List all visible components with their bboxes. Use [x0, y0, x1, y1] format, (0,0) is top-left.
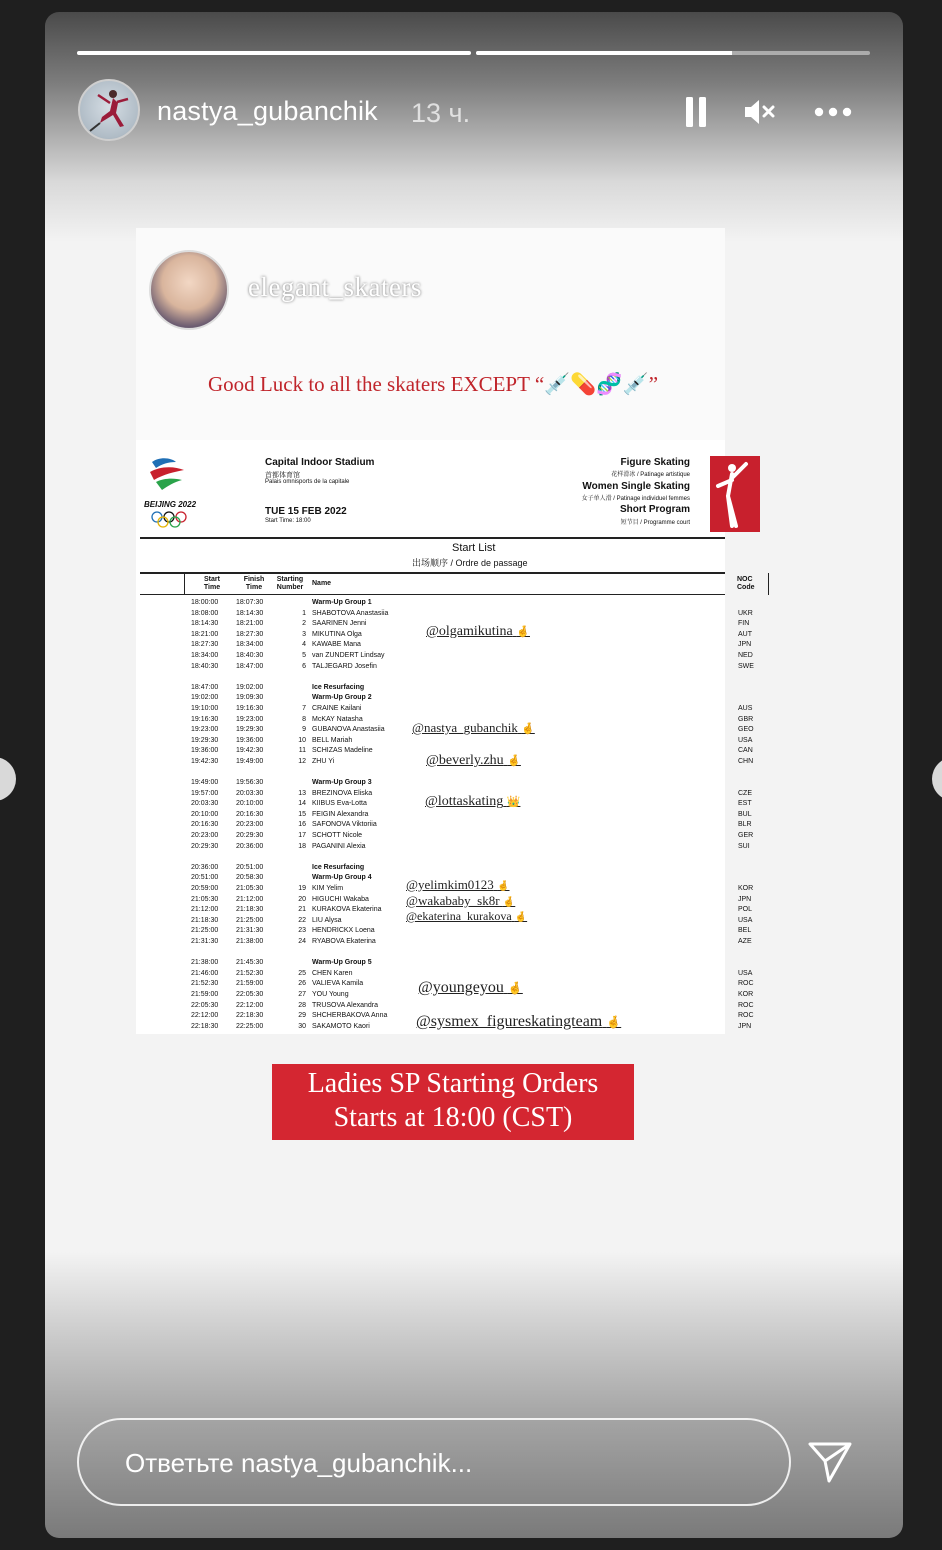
- finish-time-cell: 21:25:00: [236, 916, 264, 924]
- skater-name-cell: CRAINE Kailani: [312, 704, 362, 712]
- skater-name-cell: SCHOTT Nicole: [312, 832, 363, 840]
- starting-number-cell: 26: [298, 980, 306, 988]
- start-time-cell: 18:47:00: [191, 683, 219, 691]
- finish-time-cell: [236, 948, 263, 959]
- starting-number-cell: [286, 768, 306, 779]
- finish-time-cell: 19:29:30: [236, 726, 264, 734]
- starting-number-cell: 15: [298, 810, 306, 818]
- starting-number-cell: 16: [298, 821, 306, 829]
- noc-code-cell: AZE: [738, 938, 752, 945]
- noc-code-cell: ROC: [738, 980, 754, 988]
- starting-number-cell: 11: [298, 747, 306, 755]
- noc-code-cell: NED: [738, 651, 753, 659]
- finish-time-cell: 18:34:00: [236, 641, 264, 649]
- starting-number-cell: 5: [302, 651, 306, 659]
- skater-name-cell: KIIBUS Eva-Lotta: [312, 800, 367, 808]
- start-time-cell: [191, 672, 218, 683]
- starting-number-cell: [286, 958, 306, 969]
- finish-time-cell: 18:21:00: [236, 620, 264, 628]
- start-time-cell: 19:02:00: [191, 694, 219, 702]
- start-time-cell: 19:29:30: [191, 736, 219, 744]
- starting-number-cell: 2: [302, 620, 306, 628]
- noc-code-cell: UKR: [738, 609, 753, 617]
- start-time-cell: 19:16:30: [191, 715, 219, 723]
- starting-number-cell: [286, 598, 306, 609]
- start-time-cell: 21:38:00: [191, 959, 219, 967]
- start-time-cell: 21:31:30: [191, 938, 219, 945]
- start-time-cell: 19:57:00: [191, 789, 219, 797]
- finish-time-cell: 20:23:00: [236, 821, 264, 829]
- finish-time-cell: [236, 768, 263, 779]
- name-column: [312, 598, 388, 1032]
- noc-code-cell: [738, 873, 754, 884]
- finish-time-cell: 20:29:30: [236, 832, 264, 840]
- finish-time-cell: 22:05:30: [236, 990, 264, 998]
- starting-number-cell: 10: [298, 736, 306, 744]
- finish-time-cell: 18:47:00: [236, 662, 264, 670]
- segment-sub: 短节目 / Programme court: [620, 520, 690, 526]
- start-time-cell: 18:21:00: [191, 630, 219, 638]
- mention-tag[interactable]: @yelimkim0123 🤞: [406, 877, 510, 892]
- story-timestamp: 13 ч.: [411, 98, 471, 128]
- starting-number-cell: 30: [298, 1022, 306, 1030]
- skater-name-cell: MIKUTINA Olga: [312, 630, 362, 638]
- finish-time-cell: 20:51:00: [236, 863, 264, 871]
- reply-input[interactable]: [77, 1418, 791, 1506]
- starting-number-cell: 4: [302, 641, 306, 649]
- skater-name-cell: VALIEVA Kamila: [312, 980, 364, 988]
- skater-name-cell: LIU Alysa: [312, 916, 342, 924]
- start-time-cell: 18:27:30: [191, 641, 219, 649]
- finish-time-cell: 19:09:30: [236, 694, 264, 702]
- skater-name-cell: PAGANINI Alexia: [312, 842, 366, 850]
- starting-number-cell: 7: [302, 704, 306, 712]
- start-time-cell: 18:08:00: [191, 609, 219, 617]
- start-time-cell: 19:23:00: [191, 726, 219, 734]
- finish-time-cell: 22:25:00: [236, 1022, 264, 1030]
- skater-name-cell: [312, 852, 388, 863]
- skater-name-cell: SAKAMOTO Kaori: [312, 1022, 370, 1030]
- starting-number-cell: 25: [298, 969, 306, 977]
- skater-name-cell: YOU Young: [312, 990, 349, 998]
- previous-story-button[interactable]: [0, 757, 16, 801]
- skater-name-cell: [312, 768, 388, 779]
- event-start-time: Start Time: 18:00: [265, 518, 311, 524]
- noc-code-cell: GER: [738, 832, 754, 840]
- venue-fr: Palais omnisports de la capitale: [265, 479, 350, 485]
- pause-icon[interactable]: [683, 94, 709, 130]
- mention-tag[interactable]: @wakababy_sk8r 🤞: [406, 893, 516, 908]
- start-time-cell: [191, 852, 218, 863]
- muted-speaker-icon[interactable]: [742, 94, 778, 130]
- skater-name-cell: ZHU Yi: [312, 757, 335, 765]
- skater-name-cell: SCHIZAS Madeline: [312, 747, 373, 755]
- noc-code-cell: [738, 768, 754, 779]
- noc-code-cell: [738, 958, 754, 969]
- start-time-cell: 20:36:00: [191, 863, 219, 871]
- sport-sub: 花样滑冰 / Patinage artistique: [611, 472, 690, 478]
- starting-number-cell: 29: [298, 1012, 306, 1020]
- noc-code-cell: ROC: [738, 1012, 754, 1020]
- starting-number-cell: [286, 948, 306, 959]
- skater-name-cell: Warm-Up Group 1: [312, 599, 372, 606]
- noc-code-cell: POL: [738, 906, 753, 914]
- noc-code-cell: GBR: [738, 715, 754, 723]
- finish-time-cell: 22:18:30: [236, 1012, 264, 1020]
- mention-tag[interactable]: @nastya_gubanchik 🤞: [412, 720, 535, 735]
- starting-number-cell: 22: [298, 916, 306, 924]
- olympic-rings-icon: [150, 510, 190, 530]
- start-time-cell: 21:59:00: [191, 990, 219, 998]
- noc-code-cell: KOR: [738, 885, 754, 893]
- col-header-starting: Starting Number: [276, 576, 304, 591]
- start-time-cell: 21:52:30: [191, 980, 219, 988]
- skater-name-cell: GUBANOVA Anastasiia: [312, 726, 385, 734]
- finish-time-cell: 21:59:00: [236, 980, 264, 988]
- noc-code-cell: EST: [738, 800, 752, 808]
- segment: Short Program: [619, 504, 690, 515]
- starting-number-cell: 27: [298, 990, 306, 998]
- skater-name-cell: [312, 948, 388, 959]
- finish-time-cell: 19:49:00: [236, 757, 264, 765]
- finish-time-cell: 20:36:00: [236, 842, 264, 850]
- start-time-cell: 20:51:00: [191, 874, 219, 882]
- noc-code-cell: BUL: [738, 810, 752, 818]
- starting-number-cell: 12: [298, 757, 306, 765]
- noc-code-cell: FIN: [738, 620, 750, 628]
- start-time-cell: 20:10:00: [191, 810, 219, 818]
- starting-number-cell: 17: [298, 832, 306, 840]
- starting-number-cell: 1: [302, 609, 306, 617]
- finish-time-cell: 19:42:30: [236, 747, 264, 755]
- start-list-sheet: [136, 440, 755, 1034]
- story-progress-1: [77, 51, 471, 55]
- finish-time-cell: 21:05:30: [236, 885, 264, 893]
- noc-code-cell: BEL: [738, 927, 752, 935]
- figure-skating-pictogram-icon: [710, 456, 760, 532]
- start-time-cell: 21:25:00: [191, 927, 219, 935]
- banner-line-1: Ladies SP Starting Orders: [307, 1068, 599, 1099]
- mention-tag[interactable]: @lottaskating 👑: [425, 794, 521, 809]
- skater-name-cell: TALJEGARD Josefin: [312, 662, 377, 670]
- start-time-column: [191, 598, 218, 1032]
- beijing-logo-text: BEIJING 2022: [144, 500, 197, 509]
- story-username[interactable]: nastya_gubanchik: [157, 96, 378, 126]
- starting-number-cell: 6: [302, 662, 306, 670]
- finish-time-cell: 18:40:30: [236, 651, 264, 659]
- noc-code-cell: [738, 863, 754, 874]
- finish-time-cell: 19:23:00: [236, 715, 264, 723]
- starting-number-cell: 13: [298, 789, 306, 797]
- noc-code-cell: KOR: [738, 990, 754, 998]
- noc-code-cell: ROC: [738, 1001, 754, 1009]
- noc-code-cell: AUT: [738, 630, 752, 638]
- noc-code-cell: BLR: [738, 821, 752, 829]
- finish-time-cell: 19:02:00: [236, 683, 264, 691]
- noc-code-cell: GEO: [738, 726, 754, 734]
- noc-code-cell: USA: [738, 736, 753, 744]
- finish-time-cell: 19:16:30: [236, 704, 264, 712]
- banner-line-2: Starts at 18:00 (CST): [333, 1102, 573, 1133]
- starting-number-cell: 20: [298, 895, 306, 903]
- start-time-cell: 21:12:00: [191, 906, 219, 914]
- more-dots-icon[interactable]: [813, 94, 853, 130]
- noc-code-cell: CAN: [738, 747, 753, 755]
- finish-time-cell: 22:12:00: [236, 1001, 264, 1009]
- finish-time-cell: 20:03:30: [236, 789, 264, 797]
- start-time-cell: [191, 768, 218, 779]
- event-date: TUE 15 FEB 2022: [265, 506, 347, 517]
- starting-number-cell: 18: [298, 842, 306, 850]
- send-paper-plane-icon[interactable]: [807, 1440, 853, 1484]
- finish-time-cell: 21:38:00: [236, 938, 264, 945]
- finish-time-cell: [236, 672, 263, 683]
- start-time-cell: 22:12:00: [191, 1012, 219, 1020]
- story-progress-2: [476, 51, 870, 55]
- skater-name-cell: [312, 672, 388, 683]
- beijing-2022-emblem-icon: [146, 454, 190, 492]
- skater-name-cell: KIM Yelim: [312, 885, 344, 893]
- starting-number-cell: 14: [298, 800, 306, 808]
- start-time-cell: 19:10:00: [191, 704, 219, 712]
- start-time-cell: 20:29:30: [191, 842, 219, 850]
- list-subtitle: 出场顺序 / Ordre de passage: [412, 558, 528, 568]
- finish-time-cell: 20:10:00: [236, 800, 264, 808]
- starting-number-cell: [286, 863, 306, 874]
- skater-name-cell: McKAY Natasha: [312, 715, 363, 723]
- start-time-cell: 22:05:30: [191, 1001, 219, 1009]
- noc-code-cell: [738, 598, 754, 609]
- start-time-cell: 18:34:00: [191, 651, 219, 659]
- start-time-cell: 19:49:00: [191, 779, 219, 787]
- starting-number-cell: 9: [302, 726, 306, 734]
- finish-time-cell: 21:12:00: [236, 895, 264, 903]
- venue-cn: 首都体育馆: [265, 472, 300, 479]
- skater-name-cell: HENDRICKX Loena: [312, 927, 375, 935]
- start-time-cell: 18:00:00: [191, 599, 219, 606]
- starting-number-cell: 8: [302, 715, 306, 723]
- noc-code-cell: CHN: [738, 757, 754, 765]
- start-time-cell: 19:42:30: [191, 757, 219, 765]
- noc-code-cell: SUI: [738, 842, 750, 850]
- skater-name-cell: Warm-Up Group 5: [312, 959, 372, 967]
- event-sub: 女子单人滑 / Patinage individuel femmes: [581, 496, 690, 502]
- noc-code-cell: [738, 948, 754, 959]
- finish-time-cell: 18:14:30: [236, 609, 264, 617]
- col-header-start: Start Time: [203, 576, 221, 591]
- skater-name-cell: HIGUCHI Wakaba: [312, 895, 369, 903]
- mention-tag[interactable]: @ekaterina_kurakova 🤞: [406, 909, 528, 923]
- start-time-cell: [191, 948, 218, 959]
- noc-code-cell: CZE: [738, 789, 752, 797]
- skater-name-cell: SAFONOVA Viktoriia: [312, 821, 377, 829]
- noc-code-cell: [738, 683, 754, 694]
- noc-code-cell: [738, 852, 754, 863]
- noc-column: [738, 598, 754, 1032]
- starting-number-cell: [286, 778, 306, 789]
- reply-placeholder: Ответьте nastya_gubanchik...: [125, 1448, 473, 1478]
- finish-time-column: [236, 598, 263, 1032]
- noc-code-cell: [738, 693, 754, 704]
- starting-number-cell: [286, 672, 306, 683]
- skater-name-cell: SHCHERBAKOVA Anna: [312, 1012, 388, 1020]
- noc-code-cell: USA: [738, 969, 753, 977]
- noc-code-cell: [738, 778, 754, 789]
- mention-tag[interactable]: @olgamikutina 🤞: [426, 624, 530, 639]
- finish-time-cell: 18:27:30: [236, 630, 264, 638]
- skater-name-cell: KAWABE Mana: [312, 641, 361, 649]
- sport: Figure Skating: [620, 457, 690, 468]
- finish-time-cell: 21:31:30: [236, 927, 264, 935]
- start-time-cell: 19:36:00: [191, 747, 219, 755]
- start-time-cell: 20:03:30: [191, 800, 219, 808]
- finish-time-cell: 21:52:30: [236, 969, 264, 977]
- col-header-name: Name: [312, 580, 332, 587]
- list-title: Start List: [452, 542, 496, 554]
- noc-code-cell: JPN: [738, 641, 752, 649]
- repost-caption: Good Luck to all the skaters EXCEPT “💉💊🧬💉”: [208, 372, 659, 396]
- starting-number-cell: [286, 683, 306, 694]
- skater-name-cell: RYABOVA Ekaterina: [312, 938, 376, 945]
- finish-time-cell: 19:36:00: [236, 736, 264, 744]
- start-time-cell: 21:18:30: [191, 916, 219, 924]
- skater-name-cell: Warm-Up Group 2: [312, 694, 372, 702]
- starting-number-cell: 23: [298, 927, 306, 935]
- start-time-cell: 21:05:30: [191, 895, 219, 903]
- mention-tag[interactable]: @sysmex_figureskatingteam 🤞: [416, 1013, 622, 1030]
- finish-time-cell: 21:45:30: [236, 959, 264, 967]
- noc-code-cell: USA: [738, 916, 753, 924]
- start-time-cell: 20:59:00: [191, 885, 219, 893]
- finish-time-cell: 18:07:30: [236, 599, 264, 606]
- skater-name-cell: BREZINOVA Eliska: [312, 789, 373, 797]
- starting-number-cell: 24: [298, 938, 306, 945]
- skater-name-cell: Ice Resurfacing: [312, 863, 365, 871]
- noc-code-cell: SWE: [738, 662, 754, 670]
- start-time-cell: 18:40:30: [191, 662, 219, 670]
- noc-code-cell: AUS: [738, 704, 753, 712]
- skater-name-cell: TRUSOVA Alexandra: [312, 1001, 379, 1009]
- starting-number-cell: 3: [302, 630, 306, 638]
- mention-tag[interactable]: @beverly.zhu 🤞: [426, 753, 521, 768]
- mention-tag[interactable]: @youngeyou 🤞: [418, 979, 523, 996]
- finish-time-cell: 19:56:30: [236, 779, 264, 787]
- col-header-noc: NOC Code: [737, 576, 755, 591]
- noc-code-cell: JPN: [738, 895, 752, 903]
- repost-source-name[interactable]: elegant_skaters: [248, 272, 422, 302]
- start-time-cell: 18:14:30: [191, 620, 219, 628]
- skater-name-cell: SHABOTOVA Anastasiia: [312, 609, 389, 617]
- col-header-finish: Finish Time: [243, 576, 265, 591]
- skater-name-cell: KURAKOVA Ekaterina: [312, 906, 382, 914]
- skater-name-cell: BELL Mariah: [312, 736, 353, 744]
- event-name: Women Single Skating: [582, 481, 690, 492]
- skater-name-cell: SAARINEN Jenni: [312, 620, 367, 628]
- finish-time-cell: 20:16:30: [236, 810, 264, 818]
- repost-source-avatar[interactable]: [149, 250, 229, 330]
- skater-name-cell: CHEN Karen: [312, 969, 353, 977]
- skater-name-cell: Warm-Up Group 3: [312, 779, 372, 787]
- noc-code-cell: JPN: [738, 1022, 752, 1030]
- starting-number-cell: 19: [298, 885, 306, 893]
- starting-number-column: [286, 598, 306, 1032]
- finish-time-cell: 21:18:30: [236, 906, 264, 914]
- next-story-button[interactable]: [932, 757, 942, 801]
- starting-number-cell: 28: [298, 1001, 306, 1009]
- noc-code-cell: [738, 672, 754, 683]
- finish-time-cell: [236, 852, 263, 863]
- skater-name-cell: Warm-Up Group 4: [312, 874, 372, 882]
- start-time-cell: 20:16:30: [191, 821, 219, 829]
- starting-number-cell: [286, 873, 306, 884]
- start-time-cell: 22:18:30: [191, 1022, 219, 1030]
- start-time-cell: 20:23:00: [191, 832, 219, 840]
- starting-number-cell: 21: [298, 906, 306, 914]
- profile-avatar[interactable]: [78, 79, 140, 141]
- skater-name-cell: Ice Resurfacing: [312, 683, 365, 691]
- skater-name-cell: van ZUNDERT Lindsay: [312, 651, 385, 659]
- starting-orders-banner: [272, 1064, 634, 1140]
- venue: Capital Indoor Stadium: [265, 457, 375, 468]
- start-time-cell: 21:46:00: [191, 969, 219, 977]
- skater-name-cell: FEIGIN Alexandra: [312, 810, 369, 818]
- starting-number-cell: [286, 852, 306, 863]
- finish-time-cell: 20:58:30: [236, 874, 264, 882]
- starting-number-cell: [286, 693, 306, 704]
